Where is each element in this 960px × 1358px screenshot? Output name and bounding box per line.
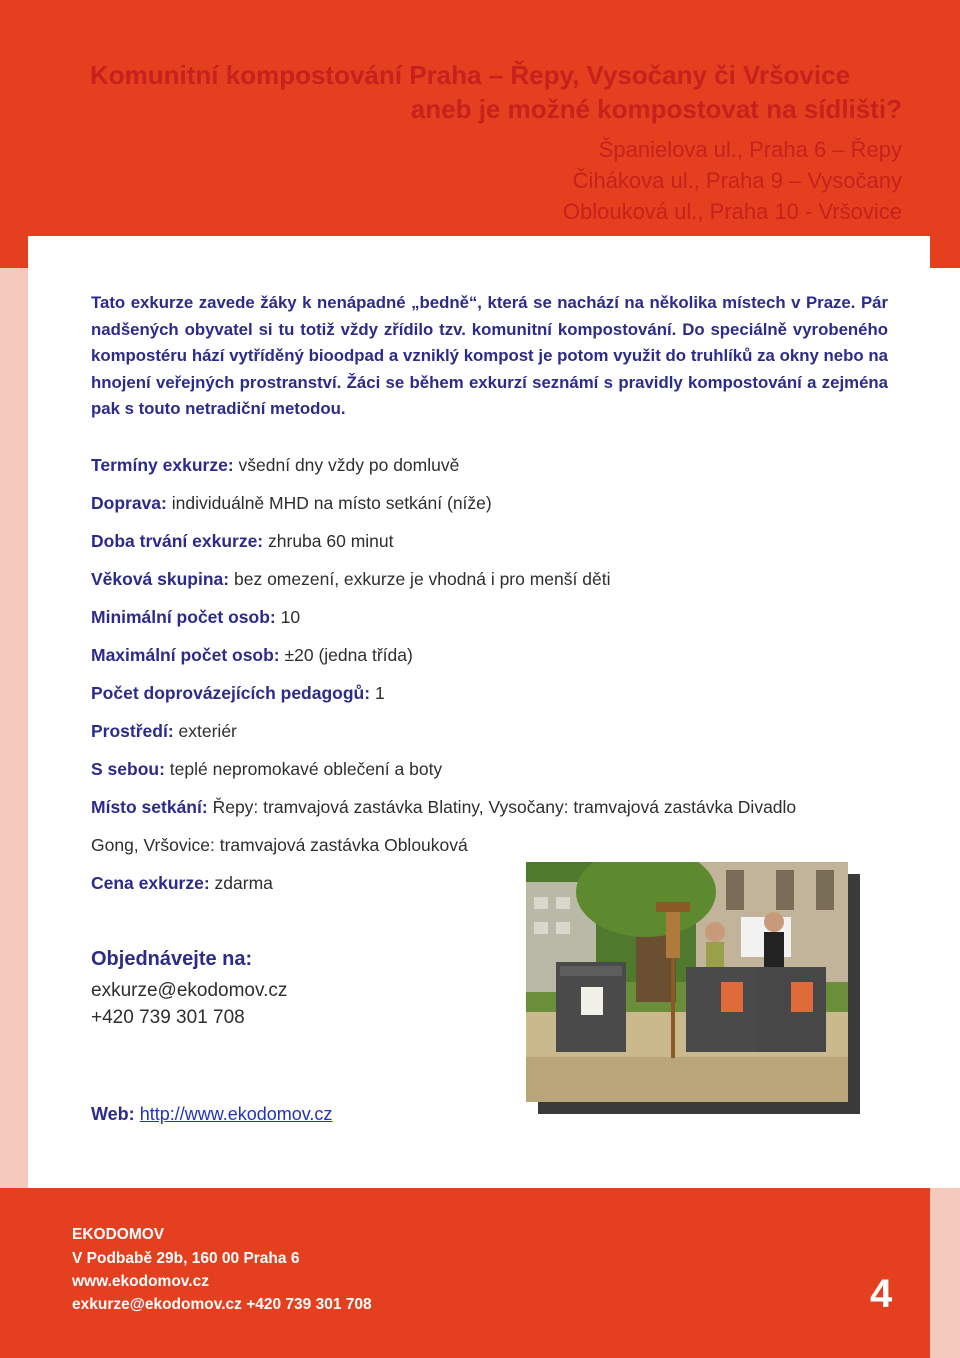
- info-value: bez omezení, exkurze je vhodná i pro menší děti: [234, 569, 611, 589]
- info-row: [91, 683, 881, 704]
- info-value: zdarma: [214, 873, 273, 893]
- info-row: [91, 797, 881, 818]
- info-row: [91, 721, 881, 742]
- address-vrsovice: Oblouková ul., Praha 10 - Vršovice: [562, 199, 902, 224]
- address-list: [563, 134, 902, 227]
- title-line-1: Komunitní kompostování Praha – Řepy, Vysočany či Vršovice: [90, 60, 851, 90]
- info-row: [91, 645, 881, 666]
- info-value: Řepy: tramvajová zastávka Blatiny, Vysočany: tramvajová zastávka Divadlo: [212, 797, 797, 817]
- info-row: [91, 759, 881, 780]
- info-value: 1: [374, 683, 385, 703]
- info-value: zhruba 60 minut: [268, 531, 394, 551]
- info-label: Doba trvání exkurze:: [91, 531, 264, 551]
- page-number: 4: [870, 1272, 893, 1316]
- info-label: Maximální počet osob:: [91, 645, 280, 665]
- info-row: [91, 455, 881, 476]
- info-label: Věková skupina:: [91, 569, 230, 589]
- info-row: [91, 493, 881, 514]
- order-phone[interactable]: +420 739 301 708: [91, 1007, 245, 1028]
- footer-org: EKODOMOV: [72, 1226, 165, 1243]
- info-row-continued: [91, 835, 881, 856]
- web-row: [91, 1104, 332, 1125]
- card-top-edge: [28, 236, 930, 270]
- info-value: individuálně MHD na místo setkání (níže): [171, 493, 492, 513]
- info-label: Cena exkurze:: [91, 873, 210, 893]
- info-row: [91, 569, 881, 590]
- info-value: 10: [280, 607, 301, 627]
- info-value: Gong, Vršovice: tramvajová zastávka Oblouková: [91, 835, 468, 855]
- footer-site[interactable]: www.ekodomov.cz: [72, 1273, 209, 1290]
- info-label: Prostředí:: [91, 721, 174, 741]
- info-label: Minimální počet osob:: [91, 607, 276, 627]
- info-label: Doprava:: [91, 493, 167, 513]
- order-heading: Objednávejte na:: [91, 948, 253, 970]
- footer-address: V Podbabě 29b, 160 00 Praha 6: [72, 1250, 300, 1267]
- info-row: [91, 531, 881, 552]
- address-repy: Španielova ul., Praha 6 – Řepy: [598, 137, 902, 162]
- info-label: Místo setkání:: [91, 797, 208, 817]
- intro-paragraph: Tato exkurze zavede žáky k nenápadné „bedně“, která se nachází na několika místech v Praze. Pár nadšených obyvatel si tu totiž vždy zřídilo tzv. komunitní kompostování. Do speciálně vyrobeného kompostéru hází vytříděný bioodpad a vzniklý kompost je potom využit do truhlíků za okny nebo na hnojení veřejných prostranství. Žáci se během exkurzí seznámí s pravidly kompostování a zejména pak s touto netradiční metodou.: [91, 293, 888, 418]
- info-label: Počet doprovázejících pedagogů:: [91, 683, 371, 703]
- address-vysocany: Čihákova ul., Praha 9 – Vysočany: [572, 168, 902, 193]
- compost-photo: [526, 862, 848, 1102]
- info-value: teplé nepromokavé oblečení a boty: [169, 759, 443, 779]
- info-value: exteriér: [178, 721, 237, 741]
- info-row: [91, 607, 881, 628]
- web-link[interactable]: http://www.ekodomov.cz: [139, 1104, 333, 1124]
- order-email[interactable]: exkurze@ekodomov.cz: [91, 980, 288, 1001]
- web-label: Web:: [91, 1104, 135, 1124]
- info-label: S sebou:: [91, 759, 165, 779]
- info-value: všední dny vždy po domluvě: [238, 455, 460, 475]
- page-title: [90, 58, 902, 126]
- title-line-2: aneb je možné kompostovat na sídlišti?: [410, 94, 902, 124]
- info-value: ±20 (jedna třída): [284, 645, 413, 665]
- info-label: Termíny exkurze:: [91, 455, 234, 475]
- footer-contact: exkurze@ekodomov.cz +420 739 301 708: [72, 1296, 372, 1313]
